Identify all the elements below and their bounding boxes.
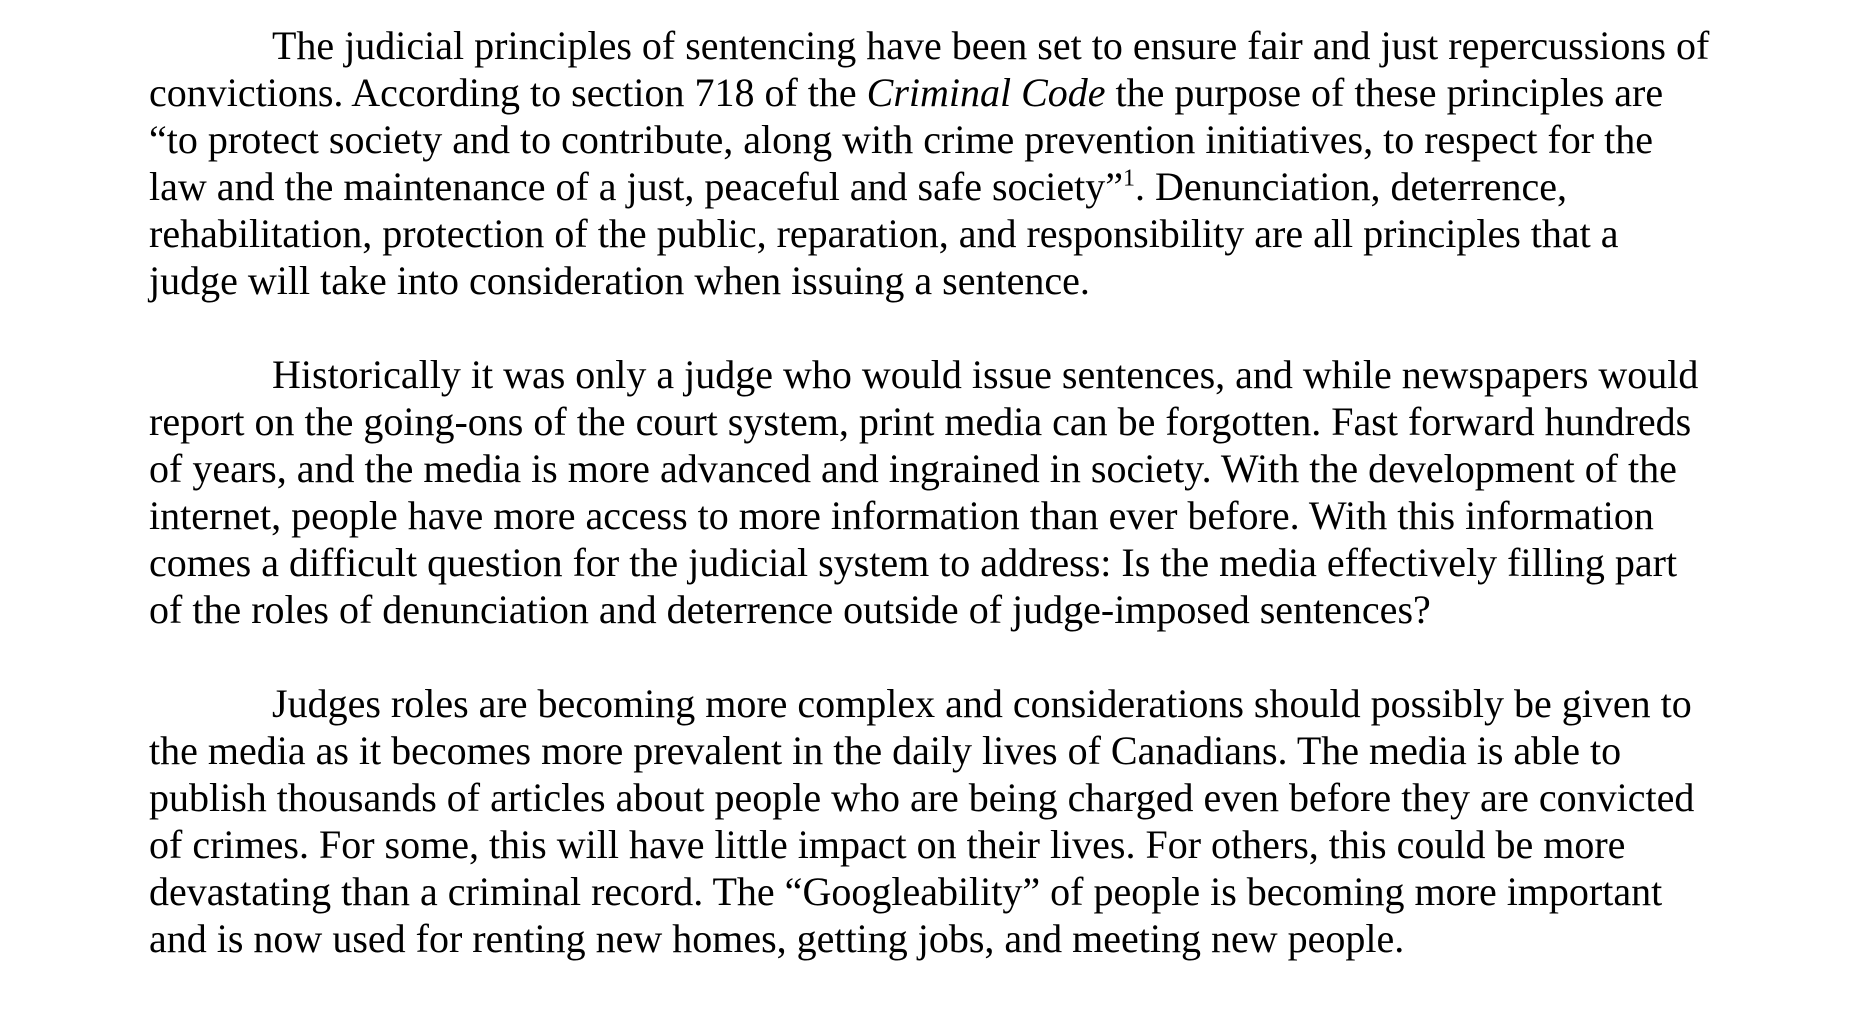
text-line: comes a difficult question for the judicial system to address: Is the media effectively filling part bbox=[149, 540, 1678, 585]
document-body bbox=[149, 22, 1749, 1009]
paragraph bbox=[149, 351, 1749, 633]
text-line: judge will take into consideration when issuing a sentence. bbox=[149, 258, 1090, 303]
text-run: . Denunciation, deterrence, bbox=[1135, 164, 1568, 209]
paragraph bbox=[149, 22, 1749, 304]
text-run: law and the maintenance of a just, peaceful and safe society” bbox=[149, 164, 1124, 209]
text-line: Historically it was only a judge who would issue sentences, and while newspapers would bbox=[272, 352, 1699, 397]
text-line: internet, people have more access to more information than ever before. With this information bbox=[149, 493, 1654, 538]
text-run: the purpose of these principles are bbox=[1105, 70, 1664, 115]
text-line: Judges roles are becoming more complex and considerations should possibly be given to bbox=[272, 681, 1692, 726]
criminal-code-title: Criminal Code bbox=[866, 70, 1106, 115]
text-line: of the roles of denunciation and deterrence outside of judge-imposed sentences? bbox=[149, 587, 1431, 632]
text-line: publish thousands of articles about people who are being charged even before they are convicted bbox=[149, 775, 1695, 820]
text-line bbox=[149, 69, 1749, 116]
text-line bbox=[149, 163, 1749, 210]
text-line: and is now used for renting new homes, getting jobs, and meeting new people. bbox=[149, 916, 1405, 961]
text-line: rehabilitation, protection of the public, reparation, and responsibility are all principles that a bbox=[149, 211, 1619, 256]
text-line: of crimes. For some, this will have little impact on their lives. For others, this could be more bbox=[149, 822, 1626, 867]
text-line: report on the going-ons of the court system, print media can be forgotten. Fast forward hundreds bbox=[149, 399, 1692, 444]
text-line: The judicial principles of sentencing have been set to ensure fair and just repercussions of bbox=[272, 23, 1710, 68]
paragraph bbox=[149, 680, 1749, 962]
text-line: devastating than a criminal record. The “Googleability” of people is becoming more important bbox=[149, 869, 1663, 914]
text-line: of years, and the media is more advanced and ingrained in society. With the development of the bbox=[149, 446, 1677, 491]
text-run: convictions. According to section 718 of the bbox=[149, 70, 867, 115]
footnote-marker: 1 bbox=[1123, 165, 1136, 192]
text-line: the media as it becomes more prevalent in the daily lives of Canadians. The media is able to bbox=[149, 728, 1622, 773]
text-line: “to protect society and to contribute, along with crime prevention initiatives, to respect for the bbox=[149, 117, 1653, 162]
